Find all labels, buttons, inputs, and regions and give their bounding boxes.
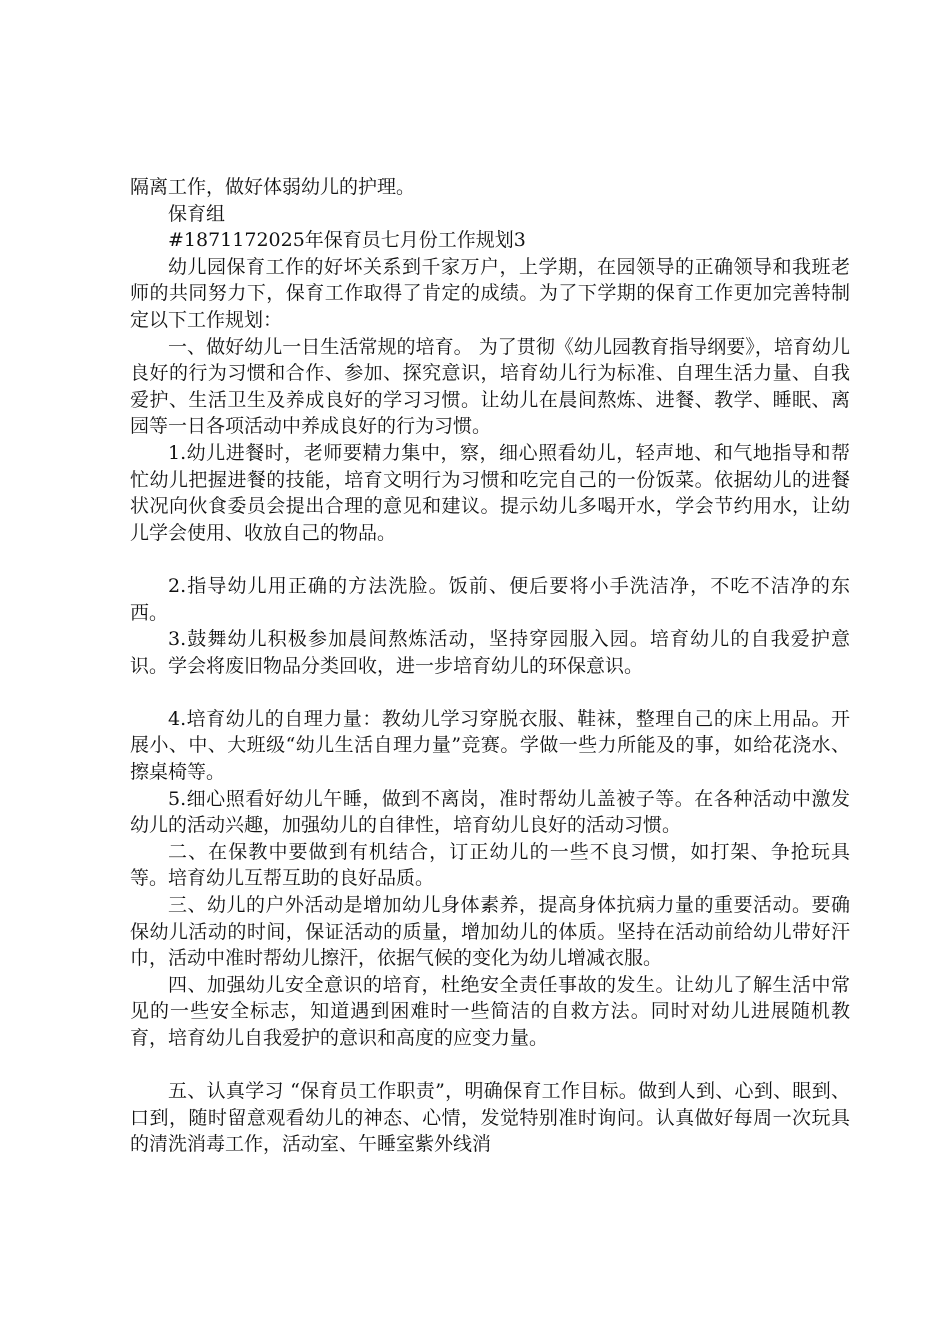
item-3-paragraph: 3.鼓舞幼儿积极参加晨间熬炼活动，坚持穿园服入园。培育幼儿的自我爱护意识。学会将废旧物品分类回收，进一步培育幼儿的环保意识。 (130, 628, 850, 677)
item-4-paragraph: 4.培育幼儿的自理力量：教幼儿学习穿脱衣服、鞋袜，整理自己的床上用品。开展小、中、大班级“幼儿生活自理力量”竞赛。学做一些力所能及的事，如给花浇水、擦桌椅等。 (130, 707, 850, 784)
intro-paragraph: 幼儿园保育工作的好坏关系到千家万户，上学期，在园领导的正确领导和我班老师的共同努力下，保育工作取得了肯定的成绩。为了下学期的保育工作更加完善特制定以下工作规划： (130, 255, 850, 331)
item-2-paragraph: 2.指导幼儿用正确的方法洗脸。饭前、便后要将小手洗洁净，不吃不洁净的东西。 (130, 574, 850, 624)
item-5-paragraph: 5.细心照看好幼儿午睡，做到不离岗，准时帮幼儿盖被子等。在各种活动中激发幼儿的活动兴趣，加强幼儿的自律性，培育幼儿良好的活动习惯。 (130, 787, 850, 837)
paragraph-gap (130, 1052, 850, 1079)
paragraph-continuation: 隔离工作，做好体弱幼儿的护理。 (130, 176, 416, 198)
section-4-paragraph: 四、加强幼儿安全意识的培育，杜绝安全责任事故的发生。让幼儿了解生活中常见的一些安全标志，知道遇到困难时一些简洁的自救方法。同时对幼儿进展随机教育，培育幼儿自我爱护的意识和高度的应变力量。 (130, 973, 850, 1049)
paragraph-gap (130, 546, 850, 573)
section-5-paragraph: 五、认真学习 “保育员工作职责”，明确保育工作目标。做到人到、心到、眼到、口到，随时留意观看幼儿的神态、心情，发觉特别准时询问。认真做好每周一次玩具的清洗消毒工作，活动室、午睡室紫外线消 (130, 1080, 850, 1156)
document-heading: #1871172025年保育员七月份工作规划3 (168, 229, 526, 252)
paragraph-gap (130, 679, 850, 706)
section-2-paragraph: 二、在保教中要做到有机结合，订正幼儿的一些不良习惯，如打架、争抢玩具等。培育幼儿互帮互助的良好品质。 (130, 840, 850, 890)
signature-line: 保育组 (168, 202, 226, 225)
section-1-paragraph: 一、做好幼儿一日生活常规的培育。 为了贯彻《幼儿园教育指导纲要》，培育幼儿良好的行为习惯和合作、参加、探究意识，培育幼儿行为标准、自理生活力量、自我爱护、生活卫生及养成良好的学习习惯。让幼儿在晨间熬炼、进餐、教学、睡眠、离园等一日各项活动中养成良好的行为习惯。 (130, 335, 850, 438)
document-body (130, 174, 850, 1158)
section-3-paragraph: 三、幼儿的户外活动是增加幼儿身体素养，提高身体抗病力量的重要活动。要确保幼儿活动的时间，保证活动的质量，增加幼儿的体质。坚持在活动前给幼儿带好汗巾，活动中准时帮幼儿擦汗，依据气候的变化为幼儿增减衣服。 (130, 894, 850, 970)
item-1-paragraph: 1.幼儿进餐时，老师要精力集中，察，细心照看幼儿，轻声地、和气地指导和帮忙幼儿把握进餐的技能，培育文明行为习惯和吃完自己的一份饭菜。依据幼儿的进餐状况向伙食委员会提出合理的意见和建议。提示幼儿多喝开水，学会节约用水，让幼儿学会使用、收放自己的物品。 (130, 441, 850, 544)
